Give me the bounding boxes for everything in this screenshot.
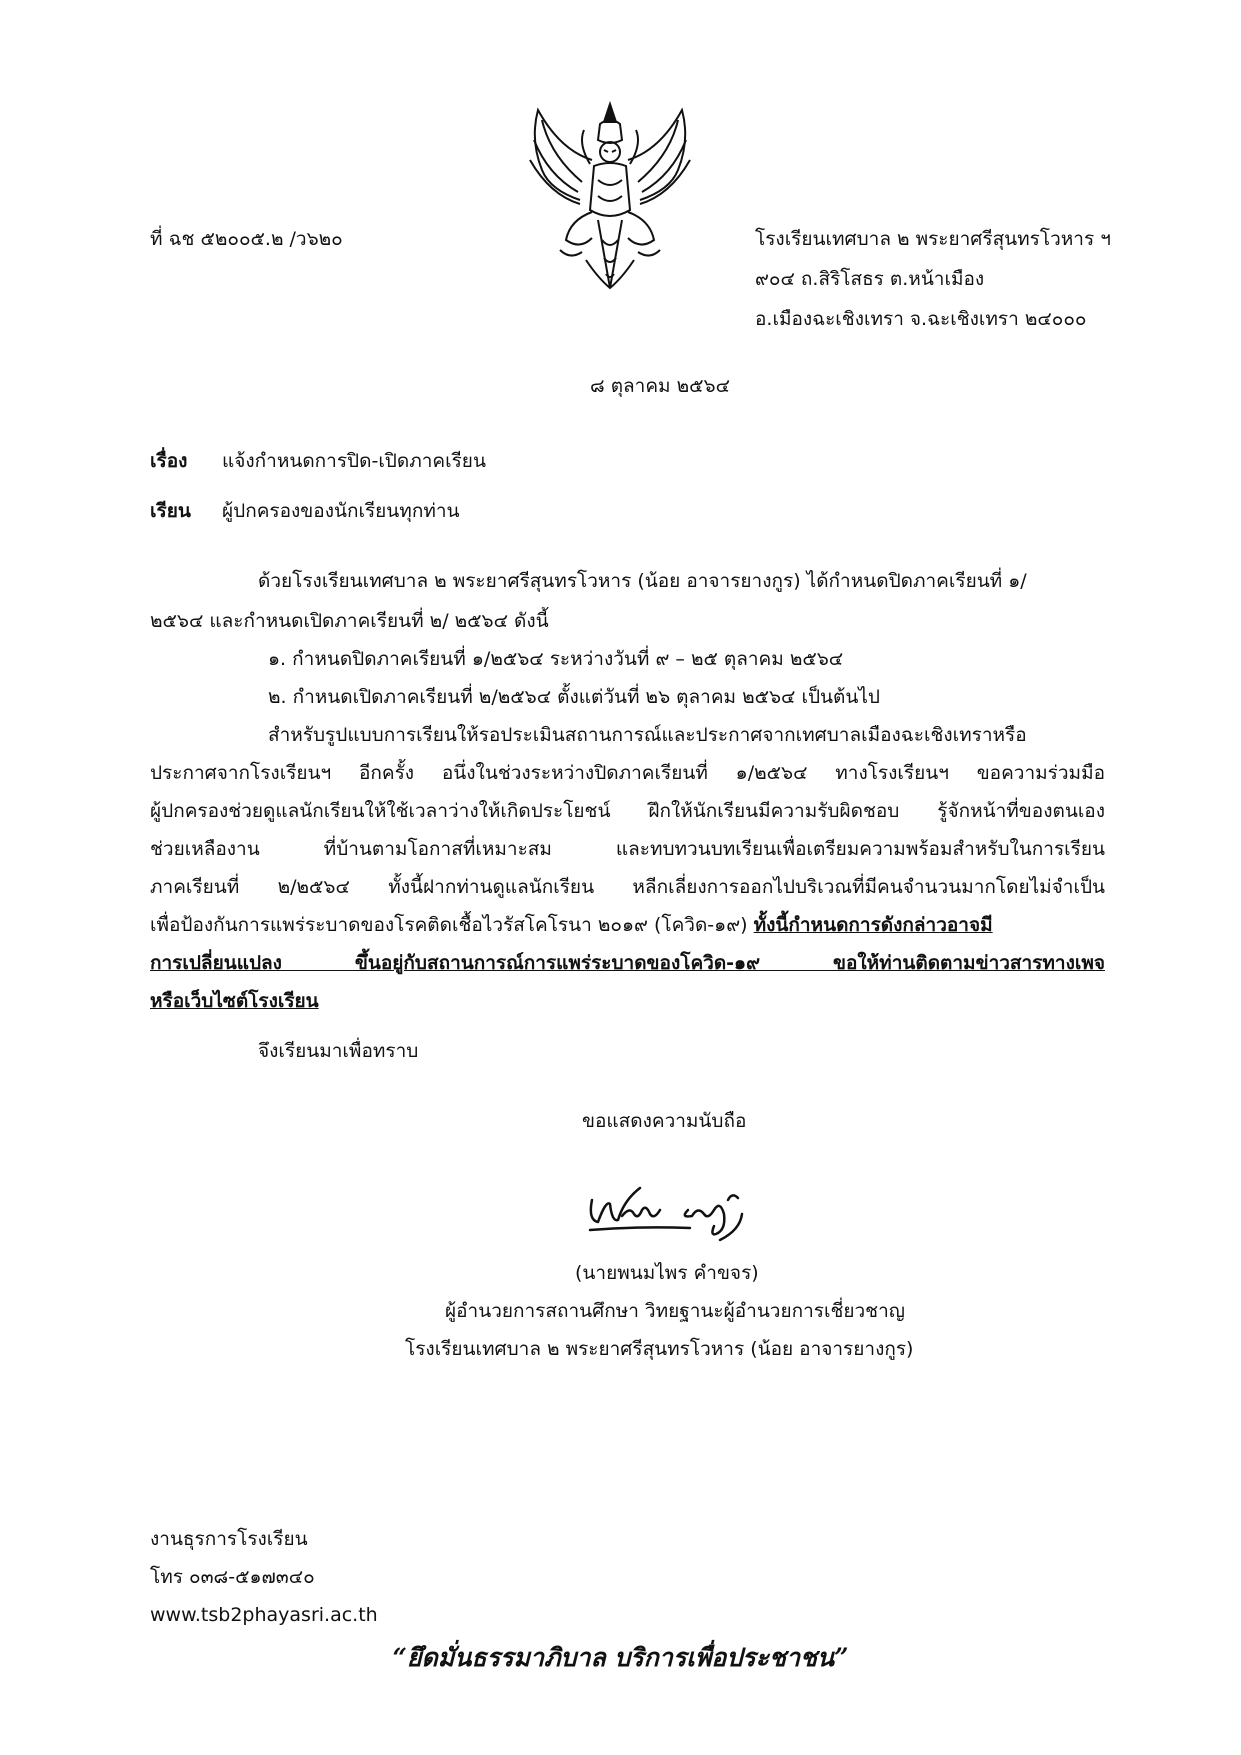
notice-bold-line-2: หรือเว็บไซต์โรงเรียน	[150, 990, 319, 1012]
letter-date: ๘ ตุลาคม ๒๕๖๔	[590, 375, 730, 397]
footer-website: www.tsb2phayasri.ac.th	[150, 1604, 378, 1626]
footer-motto: “ยึดมั่นธรรมาภิบาล บริการเพื่อประชาชน”	[392, 1643, 849, 1672]
schedule-item-2: ๒. กำหนดเปิดภาคเรียนที่ ๒/๒๕๖๔ ตั้งแต่วันที่ ๒๖ ตุลาคม ๒๕๖๔ เป็นต้นไป	[268, 686, 880, 708]
subject-text: แจ้งกำหนดการปิด-เปิดภาคเรียน	[222, 450, 486, 472]
paragraph-line-6-text: เพื่อป้องกันการแพร่ระบาดของโรคติดเชื้อไวรัสโคโรนา ๒๐๑๙ (โควิด-๑๙)	[150, 914, 754, 936]
recipient-text: ผู้ปกครองของนักเรียนทุกท่าน	[222, 500, 460, 522]
school-address-line-2: ๙๐๔ ถ.สิริโสธร ต.หน้าเมือง	[755, 268, 985, 290]
closing-text: จึงเรียนมาเพื่อทราบ	[258, 1040, 419, 1062]
footer-department: งานธุรการโรงเรียน	[150, 1528, 308, 1550]
paragraph-line-4: ช่วยเหลืองาน ที่บ้านตามโอกาสที่เหมาะสม และทบทวนบทเรียนเพื่อเตรียมความพร้อมสำหรับในการเรียน	[150, 838, 1105, 860]
signer-name: (นายพนมไพร คำขจร)	[575, 1262, 759, 1284]
reference-number: ที่ ฉช ๕๒๐๐๕.๒ /ว๖๒๐	[150, 228, 343, 250]
paragraph-line-6	[150, 914, 1105, 936]
salutation: ขอแสดงความนับถือ	[582, 1110, 747, 1132]
intro-line-2: ๒๕๖๔ และกำหนดเปิดภาคเรียนที่ ๒/ ๒๕๖๔ ดังนี้	[150, 610, 549, 632]
handwritten-signature	[580, 1170, 780, 1250]
footer-phone: โทร ๐๓๘-๕๑๗๓๔๐	[150, 1566, 315, 1588]
intro-line-1: ด้วยโรงเรียนเทศบาล ๒ พระยาศรีสุนทรโวหาร (น้อย อาจารยางกูร) ได้กำหนดปิดภาคเรียนที่ ๑/	[258, 570, 1027, 592]
paragraph-line-5: ภาคเรียนที่ ๒/๒๕๖๔ ทั้งนี้ฝากท่านดูแลนักเรียน หลีกเลี่ยงการออกไปบริเวณที่มีคนจำนวนมากโดยไม่จำเป็น	[150, 876, 1105, 898]
school-address-line-1: โรงเรียนเทศบาล ๒ พระยาศรีสุนทรโวหาร ฯ	[755, 228, 1111, 250]
signer-school: โรงเรียนเทศบาล ๒ พระยาศรีสุนทรโวหาร (น้อย อาจารยางกูร)	[405, 1338, 914, 1360]
subject-label: เรื่อง	[150, 450, 188, 472]
paragraph-line-2: ประกาศจากโรงเรียนฯ อีกครั้ง อนึ่งในช่วงระหว่างปิดภาคเรียนที่ ๑/๒๕๖๔ ทางโรงเรียนฯ ขอความร่วมมือ	[150, 762, 1105, 784]
school-address-line-3: อ.เมืองฉะเชิงเทรา จ.ฉะเชิงเทรา ๒๔๐๐๐	[755, 308, 1087, 330]
garuda-emblem-icon	[520, 100, 700, 295]
paragraph-line-1: สำหรับรูปแบบการเรียนให้รอประเมินสถานการณ์และประกาศจากเทศบาลเมืองฉะเชิงเทราหรือ	[268, 724, 1027, 746]
recipient-label: เรียน	[150, 500, 191, 522]
notice-bold-start: ทั้งนี้กำหนดการดังกล่าวอาจมี	[753, 914, 993, 936]
signer-position: ผู้อำนวยการสถานศึกษา วิทยฐานะผู้อำนวยการเชี่ยวชาญ	[445, 1300, 905, 1322]
notice-bold-line-1: การเปลี่ยนแปลง ขึ้นอยู่กับสถานการณ์การแพร่ระบาดของโควิด-๑๙ ขอให้ท่านติดตามข่าวสารทางเพจ	[150, 952, 1105, 974]
schedule-item-1: ๑. กำหนดปิดภาคเรียนที่ ๑/๒๕๖๔ ระหว่างวันที่ ๙ – ๒๕ ตุลาคม ๒๕๖๔	[268, 648, 844, 670]
paragraph-line-3: ผู้ปกครองช่วยดูแลนักเรียนให้ใช้เวลาว่างให้เกิดประโยชน์ ฝึกให้นักเรียนมีความรับผิดชอบ รู้จักหน้าที่ของตนเอง	[150, 800, 1105, 822]
